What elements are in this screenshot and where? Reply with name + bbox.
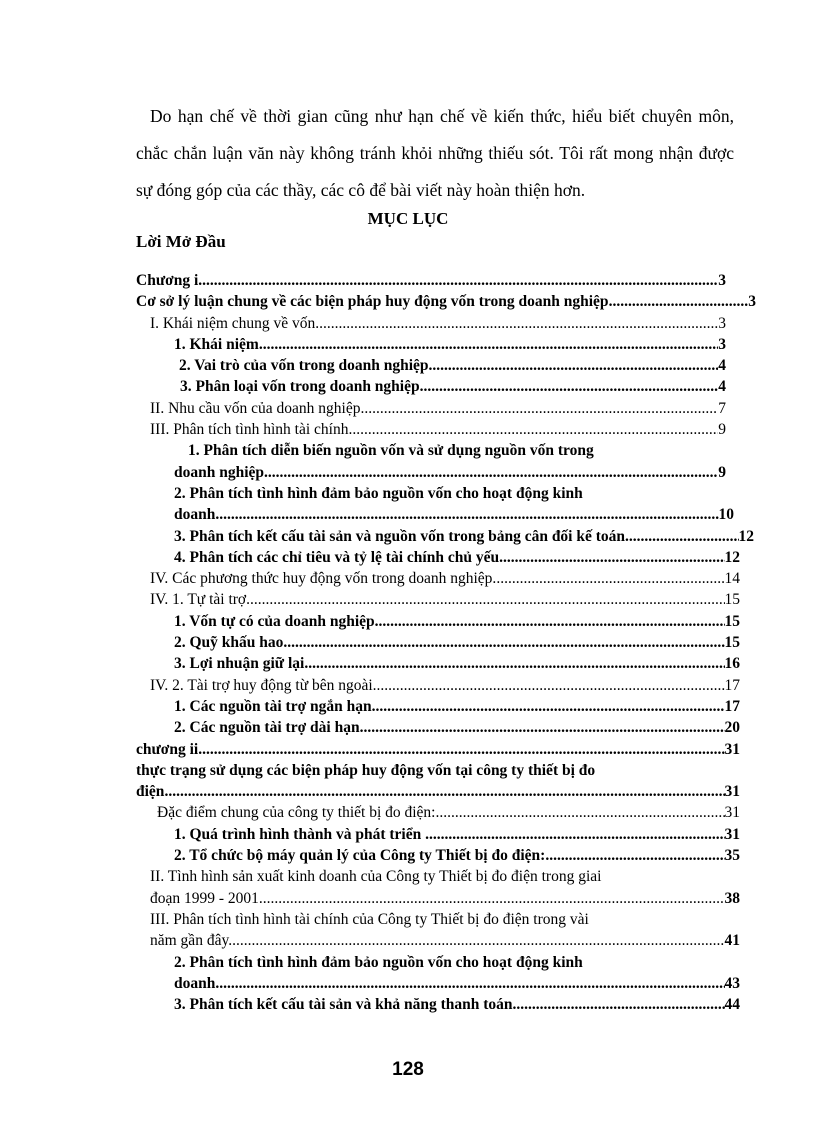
toc-entry-page: 44: [724, 996, 740, 1014]
toc-entry-page: 9: [718, 421, 726, 439]
toc-entry-page: 12: [724, 548, 740, 566]
toc-entry-title: 2. Các nguồn tài trợ dài hạn: [174, 719, 360, 737]
toc-entry-page: 17: [724, 676, 740, 694]
toc-entry-title: III. Phân tích tình hình tài chính của Công ty Thiết bị đo điện trong vài: [150, 910, 589, 928]
toc-entry-page: 3: [718, 314, 726, 332]
toc-entry[interactable]: [150, 909, 740, 952]
toc-entry-title: 1. Phân tích diễn biến nguồn vốn và sử dụng nguồn vốn trong: [188, 442, 594, 460]
toc-entry-title: Cơ sở lý luận chung về các biện pháp huy động vốn trong doanh nghiệp: [136, 293, 609, 311]
toc-entry[interactable]: [136, 270, 726, 291]
toc-entry[interactable]: [174, 824, 740, 845]
toc-entry-title: 3. Lợi nhuận giữ lại: [174, 655, 305, 673]
toc-entry-title: Đặc điểm chung của công ty thiết bị đo điện:: [157, 804, 436, 822]
toc-entry-title-cont: năm gần đây.: [150, 932, 233, 950]
toc-entry[interactable]: [150, 589, 740, 610]
toc-title: MỤC LỤC: [367, 209, 449, 228]
toc-entry-page: 31: [724, 740, 740, 758]
toc-entry-title: I. Khái niệm chung về vốn: [150, 314, 316, 332]
toc-entry-page: 16: [724, 655, 740, 673]
toc-entry[interactable]: [174, 696, 740, 717]
table-of-contents: [136, 270, 756, 1015]
toc-entry-title: 2. Phân tích tình hình đảm bảo nguồn vốn cho hoạt động kinh: [174, 484, 583, 502]
toc-entry-title: Chương i: [136, 272, 199, 289]
toc-entry[interactable]: [174, 994, 740, 1015]
toc-entry-title: 3. Phân loại vốn trong doanh nghiệp: [180, 378, 420, 396]
toc-entry[interactable]: [136, 739, 740, 760]
toc-entry[interactable]: [150, 866, 740, 909]
toc-entry-page: 15: [724, 634, 740, 652]
toc-entry-title: chương ii: [136, 740, 199, 758]
toc-entry-page: 31: [724, 804, 740, 822]
toc-entry[interactable]: [174, 845, 740, 866]
toc-entry-title: 2. Vai trò của vốn trong doanh nghiệp: [179, 357, 429, 375]
toc-entry-title: III. Phân tích tình hình tài chính: [150, 421, 349, 439]
toc-entry-page: 3: [718, 335, 726, 353]
toc-entry-title: IV. 2. Tài trợ huy động từ bên ngoài: [150, 676, 373, 694]
toc-entry-title: 2. Tổ chức bộ máy quản lý của Công ty Thiết bị đo điện:: [174, 847, 546, 865]
toc-entry-page: 20: [724, 719, 740, 737]
toc-entry-title: 1. Các nguồn tài trợ ngắn hạn: [174, 697, 372, 715]
toc-entry-page: 12: [738, 527, 754, 545]
toc-entry[interactable]: [174, 611, 740, 632]
toc-entry[interactable]: [150, 419, 726, 440]
toc-entry-title: 2. Phân tích tình hình đảm bảo nguồn vốn cho hoạt động kinh: [174, 953, 583, 971]
toc-entry-page: 4: [718, 357, 726, 375]
toc-entry-page: 4: [718, 378, 726, 396]
toc-entry[interactable]: [136, 291, 756, 312]
toc-entry-page: 43: [724, 974, 740, 992]
toc-entry-title: II. Tình hình sản xuất kinh doanh của Công ty Thiết bị đo điện trong giai: [150, 868, 602, 886]
toc-entry-page: 15: [724, 591, 740, 609]
toc-entry-title: 3. Phân tích kết cấu tài sản và nguồn vốn trong bảng cân đối kế toán: [174, 527, 626, 545]
toc-entry-page: 3: [718, 272, 726, 289]
toc-entry[interactable]: [150, 313, 726, 334]
toc-entry-title: 1. Khái niệm: [174, 335, 259, 353]
toc-entry-page: 9: [718, 463, 726, 481]
toc-entry[interactable]: [150, 568, 740, 589]
toc-entry-page: 10: [718, 506, 734, 524]
toc-entry[interactable]: [180, 376, 726, 397]
toc-entry-title: 3. Phân tích kết cấu tài sản và khả năng thanh toán.: [174, 996, 517, 1014]
toc-entry-page: 31: [724, 783, 740, 801]
toc-entry-title: 1. Quá trình hình thành và phát triển .: [174, 825, 429, 843]
toc-entry-page: 31: [724, 825, 740, 843]
intro-text: [136, 98, 734, 209]
toc-entry[interactable]: [150, 398, 726, 419]
toc-entry-title: thực trạng sử dụng các biện pháp huy động vốn tại công ty thiết bị đo: [136, 761, 596, 779]
toc-entry-title-cont: doanh.: [174, 974, 220, 992]
toc-preface: Lời Mở Đầu: [136, 232, 226, 251]
toc-entry-page: 41: [724, 932, 740, 950]
toc-entry[interactable]: [136, 760, 740, 803]
toc-entry[interactable]: [157, 802, 740, 823]
toc-entry[interactable]: [174, 653, 740, 674]
toc-entry-title-cont: đoạn 1999 - 2001: [150, 889, 259, 907]
toc-entry-title-cont: điện: [136, 783, 165, 801]
toc-entry-title-cont: doanh nghiệp.: [174, 463, 268, 481]
toc-entry[interactable]: [174, 717, 740, 738]
intro-paragraph: Do hạn chế về thời gian cũng như hạn chế về kiến thức, hiểu biết chuyên môn, chắc chắn luận văn này không tránh khỏi những thiếu sót. Tôi rất mong nhận được sự đóng góp của các thầy, các cô để bài viết này hoàn thiện hơn.: [136, 106, 734, 200]
toc-entry-page: 17: [724, 697, 740, 715]
toc-entry-title: 2. Quỹ khấu hao.: [174, 634, 288, 652]
toc-entry[interactable]: [174, 952, 740, 995]
toc-entry-page: 38: [724, 889, 740, 907]
toc-entry[interactable]: [150, 675, 740, 696]
toc-entry[interactable]: [174, 547, 740, 568]
toc-entry-title: IV. 1. Tự tài trợ: [150, 591, 247, 609]
toc-entry-page: 15: [724, 612, 740, 630]
toc-entry-title-cont: doanh: [174, 506, 216, 524]
toc-entry-title: II. Nhu cầu vốn của doanh nghiệp.: [150, 399, 365, 417]
toc-entry[interactable]: [174, 334, 726, 355]
toc-entry[interactable]: [174, 632, 740, 653]
toc-entry[interactable]: [174, 440, 726, 483]
toc-entry[interactable]: [174, 526, 754, 547]
toc-entry[interactable]: [174, 483, 734, 526]
page-number: 128: [392, 1059, 424, 1080]
toc-entry-page: 35: [724, 847, 740, 865]
toc-entry-page: 7: [718, 399, 726, 417]
toc-entry[interactable]: [179, 355, 726, 376]
toc-entry-page: 3: [748, 293, 756, 311]
toc-entry-title: IV. Các phương thức huy động vốn trong doanh nghiệp.: [150, 570, 497, 588]
toc-entry-title: 4. Phân tích các chỉ tiêu và tỷ lệ tài chính chủ yếu.: [174, 548, 503, 566]
toc-entry-title: 1. Vốn tự có của doanh nghiệp: [174, 612, 375, 630]
toc-entry-page: 14: [724, 570, 740, 588]
